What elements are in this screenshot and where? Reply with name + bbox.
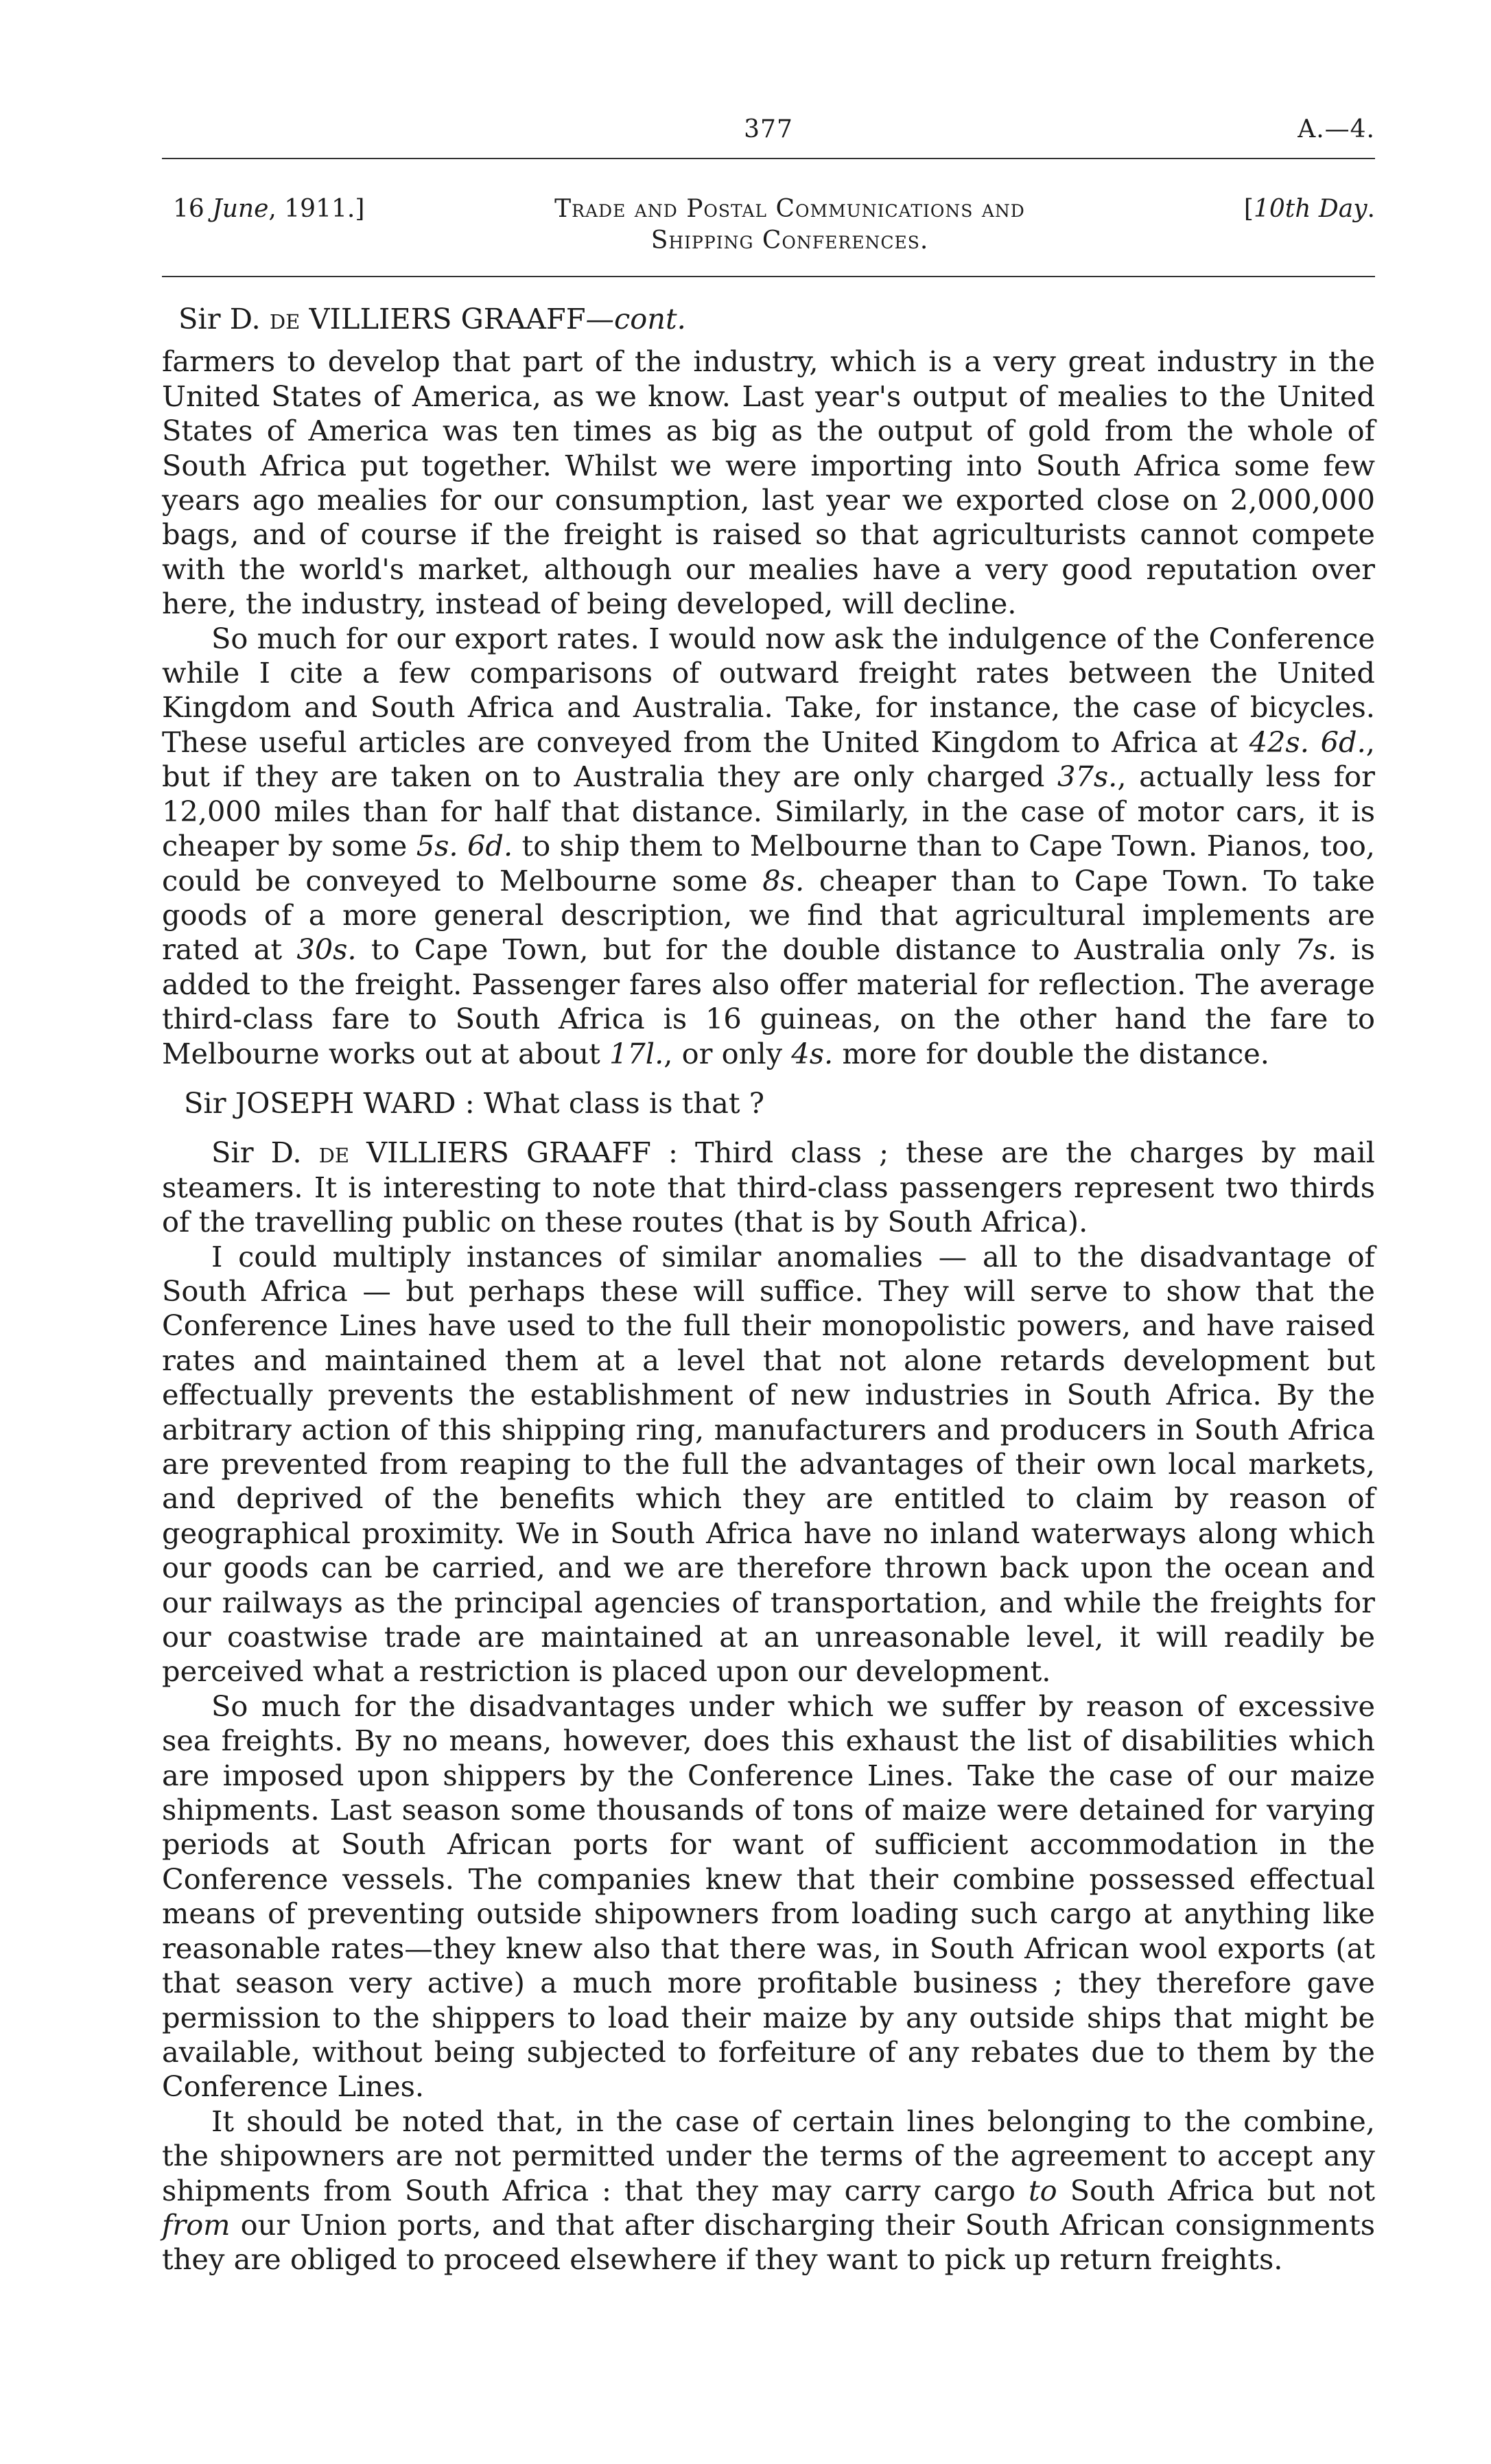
speaker-heading: Sir D. de VILLIERS GRAAFF—cont. bbox=[178, 302, 686, 336]
paragraph-4: I could multiply instances of similar anomalies — all to the disadvantage of South Africa — but perhaps these will suffice. They will serve to show that the Conference Lines have used to the full their monopolistic powers, and have raised rates and maintained them at a level that not alone retards development but effectually prevents the establishment of new industries in South Africa. By the arbitrary action of this shipping ring, manufacturers and producers in South Africa are prevented from reaping to the full the advantages of their own local markets, and deprived of the benefits which they are entitled to claim by reason of geographical proximity. We in South Africa have no inland waterways along which our goods can be carried, and we are therefore thrown back upon the ocean and our railways as the principal agencies of transportation, and while the freights for our coastwise trade are maintained at an unreasonable level, it will readily be perceived what a restriction is placed upon our development. bbox=[162, 1239, 1375, 1689]
section-rule bbox=[162, 276, 1375, 277]
document-page bbox=[162, 110, 1375, 2277]
speaker-name: Sir JOSEPH WARD : bbox=[184, 1086, 475, 1120]
section-header bbox=[162, 193, 1375, 276]
section-title-line-2: Shipping Conferences. bbox=[650, 226, 929, 255]
header-rule bbox=[162, 158, 1375, 159]
speaker-ward: Sir JOSEPH WARD : What class is that ? bbox=[184, 1086, 764, 1120]
paragraph-6: It should be noted that, in the case of certain lines belonging to the combine, the shipowners are not permitted under the terms of the agreement to accept any shipments from South Africa : that they may carry cargo to South Africa but not from our Union ports, and that after discharging their South African consignments they are obliged to proceed elsewhere if they want to pick up return freights. bbox=[162, 2104, 1376, 2277]
section-title-line-1: Trade and Postal Communications and bbox=[554, 195, 1025, 223]
session-day: [10th Day. bbox=[1243, 195, 1375, 223]
page-number: 377 bbox=[744, 115, 793, 143]
section-title bbox=[471, 193, 1109, 257]
paragraph-2: So much for our export rates. I would now ask the indulgence of the Conference while I cite a few comparisons of outward freight rates between the United Kingdom and South Africa and Australia. Take, for instance, the case of bicycles. These useful articles are conveyed from the United Kingdom to Africa at 42s. 6d., but if they are taken on to Australia they are only charged 37s., actually less for 12,000 miles than for half that distance. Similarly, in the case of motor cars, it is cheaper by some 5s. 6d. to ship them to Melbourne than to Cape Town. Pianos, too, could be conveyed to Melbourne some 8s. cheaper than to Cape Town. To take goods of a more general description, we find that agricultural implements are rated at 30s. to Cape Town, but for the double distance to Australia only 7s. is added to the freight. Passenger fares also offer material for reflection. The average third-class fare to South Africa is 16 guineas, on the other hand the fare to Melbourne works out at about 17l., or only 4s. more for double the distance. bbox=[162, 621, 1376, 1070]
paragraph-3: Sir D. de VILLIERS GRAAFF : Third class ; these are the charges by mail steamers. It is interesting to note that third-class passengers represent two thirds of the travelling public on these routes (that is by South Africa). bbox=[162, 1136, 1375, 1239]
paragraph-1: farmers to develop that part of the industry, which is a very great industry in the United States of America, as we know. Last year's output of mealies to the United States of America was ten times as big as the output of gold from the whole of South Africa put together. Whilst we were importing into South Africa some few years ago mealies for our consumption, last year we exported close on 2,000,000 bags, and of course if the freight is raised so that agriculturists cannot compete with the world's market, although our mealies have a very good reputation over here, the industry, instead of being developed, will decline. bbox=[162, 344, 1375, 621]
session-date: 16 June, 1911.] bbox=[173, 195, 365, 223]
speaker-name: Sir D. de VILLIERS GRAAFF : bbox=[211, 1136, 678, 1170]
document-reference: A.—4. bbox=[1298, 115, 1375, 143]
transcript-body bbox=[162, 302, 1375, 2277]
paragraph-5: So much for the disadvantages under which we suffer by reason of excessive sea freights. By no means, however, does this exhaust the list of disabilities which are imposed upon shippers by the Conference Lines. Take the case of our maize shipments. Last season some thousands of tons of maize were detained for varying periods at South African ports for want of sufficient accommodation in the Conference vessels. The companies knew that their combine possessed effectual means of preventing outside shipowners from loading such cargo at anything like reasonable rates—they knew also that there was, in South African wool exports (at that season very active) a much more profitable business ; they therefore gave permission to the shippers to load their maize by any outside ships that might be available, without being subjected to forfeiture of any rebates due to them by the Conference Lines. bbox=[162, 1689, 1375, 2104]
running-header bbox=[162, 110, 1375, 158]
